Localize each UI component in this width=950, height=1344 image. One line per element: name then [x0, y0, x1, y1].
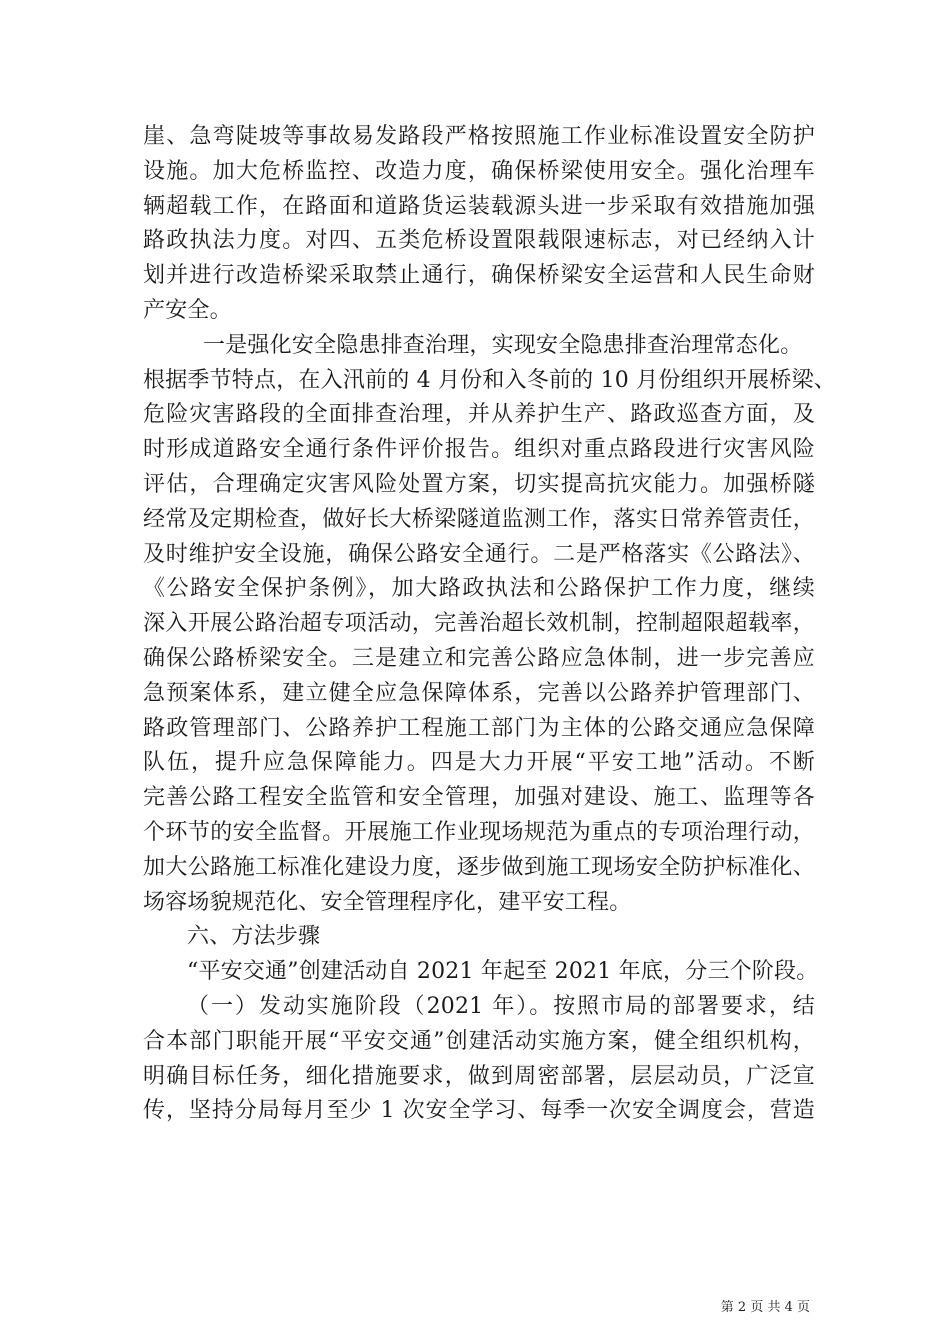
- text-line: 设施。加大危桥监控、改造力度，确保桥梁使用安全。强化治理车: [143, 158, 815, 184]
- text-line: 评估，合理确定灾害风险处置方案，切实提高抗灾能力。加强桥隧: [143, 471, 815, 497]
- text-line: 崖、急弯陡坡等事故易发路段严格按照施工作业标准设置安全防护: [143, 124, 815, 149]
- text-line: 划并进行改造桥梁采取禁止通行，确保桥梁安全运营和人民生命财: [143, 263, 815, 289]
- text-line: 路政执法力度。对四、五类危桥设置限载限速标志，对已经纳入计: [143, 228, 815, 254]
- text-line: 经常及定期检查，做好长大桥梁隧道监测工作，落实日常养管责任，: [143, 506, 815, 532]
- text-line: 产安全。: [143, 297, 232, 323]
- text-line: 危险灾害路段的全面排查治理，并从养护生产、路政巡查方面，及: [143, 402, 815, 428]
- text-line: 及时维护安全设施，确保公路安全通行。二是严格落实《公路法》、: [143, 541, 815, 567]
- page-number-footer: 第 2 页 共 4 页: [720, 1300, 810, 1315]
- text-line: 传，坚持分局每月至少 1 次安全学习、每季一次安全调度会，营造: [143, 1098, 815, 1124]
- text-line: 合本部门职能开展“平安交通”创建活动实施方案，健全组织机构，: [143, 1028, 815, 1054]
- text-line: 急预案体系，建立健全应急保障体系，完善以公路养护管理部门、: [143, 680, 815, 706]
- text-line: 确保公路桥梁安全。三是建立和完善公路应急体制，进一步完善应: [143, 645, 815, 671]
- text-line: 场容场貌规范化、安全管理程序化，建平安工程。: [143, 889, 632, 915]
- text-line: 《公路安全保护条例》，加大路政执法和公路保护工作力度，继续: [143, 576, 815, 602]
- text-line: 路政管理部门、公路养护工程施工部门为主体的公路交通应急保障: [143, 715, 815, 741]
- text-line: 个环节的安全监督。开展施工作业现场规范为重点的专项治理行动，: [143, 819, 815, 845]
- text-line: 深入开展公路治超专项活动，完善治超长效机制，控制超限超载率，: [143, 611, 815, 637]
- section-heading: 六、方法步骤: [187, 924, 321, 950]
- text-line: 时形成道路安全通行条件评价报告。组织对重点路段进行灾害风险: [143, 437, 815, 463]
- text-line: 根据季节特点，在入汛前的 4 月份和入冬前的 10 月份组织开展桥梁、: [143, 367, 836, 393]
- text-line: 辆超载工作，在路面和道路货运装载源头进一步采取有效措施加强: [143, 193, 815, 219]
- paragraph-start-line: （一）发动实施阶段（2021 年）。按照市局的部署要求，结: [187, 993, 815, 1019]
- document-body: [143, 120, 836, 1129]
- text-line: 加大公路施工标准化建设力度，逐步做到施工现场安全防护标准化、: [143, 854, 815, 880]
- text-line: 完善公路工程安全监管和安全管理，加强对建设、施工、监理等各: [143, 785, 815, 811]
- text-line: 明确目标任务，细化措施要求，做到周密部署，层层动员，广泛宣: [143, 1063, 815, 1089]
- paragraph-start-line: 一是强化安全隐患排查治理，实现安全隐患排查治理常态化。: [203, 332, 803, 358]
- paragraph-start-line: “平安交通”创建活动自 2021 年起至 2021 年底，分三个阶段。: [187, 959, 819, 985]
- text-line: 队伍，提升应急保障能力。四是大力开展“平安工地”活动。不断: [143, 750, 815, 776]
